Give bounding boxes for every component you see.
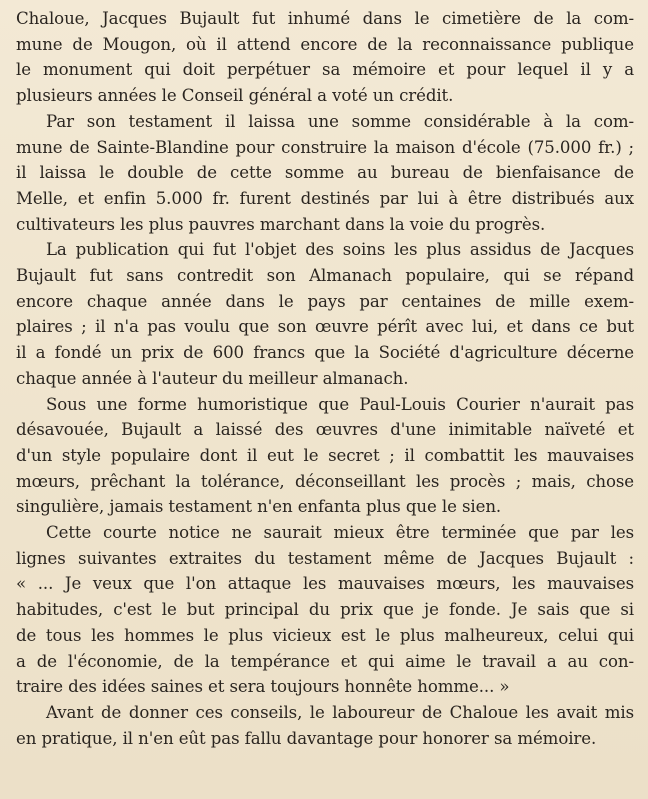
text-line: Bujault fut sans contredit son Almanach populaire, qui se répand [16, 266, 634, 286]
text-line: mune de Mougon, où il attend encore de la reconnaissance publique [16, 34, 634, 54]
text-line: traire des idées saines et sera toujours honnête homme... » [16, 677, 510, 697]
paragraph-burial [16, 6, 634, 109]
text-line: encore chaque année dans le pays par centaines de mille exem- [16, 291, 634, 311]
text-line: lignes suivantes extraites du testament même de Jacques Bujault : [16, 548, 634, 568]
text-line: chaque année à l'auteur du meilleur almanach. [16, 368, 409, 388]
text-line: Sous une forme humoristique que Paul-Louis Courier n'aurait pas [46, 394, 634, 414]
text-line: Avant de donner ces conseils, le laboureur de Chaloue les avait mis [46, 702, 634, 722]
paragraph-style [16, 392, 634, 521]
text-line: il laissa le double de cette somme au bureau de bienfaisance de [16, 163, 634, 183]
text-line: il a fondé un prix de 600 francs que la Société d'agriculture décerne [16, 343, 634, 363]
text-line: La publication qui fut l'objet des soins les plus assidus de Jacques [46, 240, 634, 260]
text-line: « ... Je veux que l'on attaque les mauvaises mœurs, les mauvaises [16, 574, 634, 594]
text-line: singulière, jamais testament n'en enfanta plus que le sien. [16, 497, 502, 517]
text-line: habitudes, c'est le but principal du prix que je fonde. Je sais que si [16, 600, 634, 620]
text-line: le monument qui doit perpétuer sa mémoire et pour lequel il y a [16, 60, 634, 80]
text-line: mœurs, prêchant la tolérance, déconseillant les procès ; mais, chose [16, 471, 634, 491]
paragraph-almanach [16, 237, 634, 391]
text-line: Melle, et enfin 5.000 fr. furent destinés par lui à être distribués aux [16, 188, 634, 208]
paragraph-testament [16, 109, 634, 238]
text-line: Cette courte notice ne saurait mieux être terminée que par les [46, 523, 634, 543]
text-line: de tous les hommes le plus vicieux est le plus malheureux, celui qui [16, 625, 634, 645]
text-line: plusieurs années le Conseil général a voté un crédit. [16, 86, 454, 106]
text-line: désavouée, Bujault a laissé des œuvres d'une inimitable naïveté et [16, 420, 634, 440]
text-line: mune de Sainte-Blandine pour construire la maison d'école (75.000 fr.) ; [16, 137, 634, 157]
text-line: Chaloue, Jacques Bujault fut inhumé dans le cimetière de la com- [16, 9, 634, 28]
text-line: cultivateurs les plus pauvres marchant dans la voie du progrès. [16, 214, 546, 234]
paragraph-quotation [16, 520, 634, 700]
text-line: a de l'économie, de la tempérance et qui aime le travail a au con- [16, 651, 634, 671]
text-line: plaires ; il n'a pas voulu que son œuvre pérît avec lui, et dans ce but [16, 317, 634, 337]
text-line: Par son testament il laissa une somme considérable à la com- [46, 111, 634, 131]
paragraph-closing [16, 700, 634, 751]
text-line: en pratique, il n'en eût pas fallu davantage pour honorer sa mémoire. [16, 728, 597, 748]
text-line: d'un style populaire dont il eut le secret ; il combattit les mauvaises [16, 445, 634, 465]
